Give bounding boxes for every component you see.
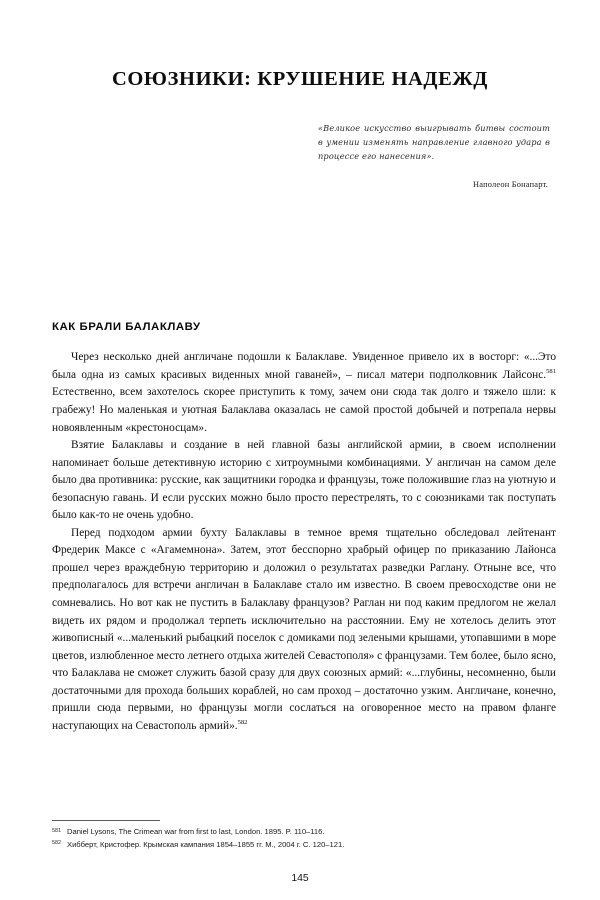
paragraph-1 xyxy=(52,349,556,437)
paragraph-2 xyxy=(52,437,556,525)
footnote-item xyxy=(52,839,558,851)
footnote-ref-582[interactable]: 582 xyxy=(237,719,248,727)
footnote-area xyxy=(52,820,558,851)
footnote-separator-rule xyxy=(52,820,160,821)
paragraph-3-text-before-note: Перед подходом армии бухту Балаклавы в темное время тщательно обследовал лейтенант Фредерик Максе с «Агамемнона». Затем, этот бесспорно храбрый офицер по приказанию Лайонса прошел через враждебную территорию и доложил о результатах разведки Раглану. Отныне все, что предполагалось для встречи англичан в Балаклаве стало им известно. В своем превосходстве они не сомневались. Но вот как не пустить в Балаклаву французов? Раглан ни под каким предлогом не желал видеть их рядом и продолжал терпеть исключительно на расстоянии. Ему не хотелось делить этот живописный «...маленький рыбацкий поселок с домиками под зелеными крышами, утопавшими в море цветов, излюбленное место летнего отдыха жителей Севастополя» с французами. Тем более, было ясно, что Балаклава не сможет служить базой сразу для двух союзных армий: «...глубины, несомненно, были достаточными для прохода больших кораблей, но сам проход – достаточно узким. Англичане, конечно, пришли сюда первыми, но французы могли сослаться на оговоренное место на правом фланге наступающих на Севастополь армий». xyxy=(52,526,556,732)
footnote-number-582: 582 xyxy=(52,840,61,847)
body-copy xyxy=(42,349,558,735)
paragraph-3 xyxy=(52,525,556,736)
epigraph-quote: «Великое искусство выигрывать битвы состоит в умении изменять направление главного удара в процессе его нанесения». xyxy=(318,123,550,162)
page-number: 145 xyxy=(291,873,309,884)
section-heading: КАК БРАЛИ БАЛАКЛАВУ xyxy=(52,321,201,334)
footnote-number-581: 581 xyxy=(52,827,61,834)
chapter-title: СОЮЗНИКИ: КРУШЕНИЕ НАДЕЖД xyxy=(111,68,488,90)
paragraph-1-text-after-note: Естественно, всем захотелось скорее приступить к тому, зачем они сюда так долго и тяжело шли: к грабежу! Но маленькая и уютная Балаклава оказалась не самой простой добычей и потрепала нервы новоявленным «крестоносцам». xyxy=(52,386,556,434)
paragraph-2-text: Взятие Балаклавы и создание в ней главной базы английской армии, в своем исполнении напоминает больше детективную историю с хитроумными комбинациями. У англичан на самом деле было два противника: русские, как защитники городка и французы, тоже положившие глаз на уютную и безопасную гавань. И если русских можно было просто перестрелять, то с союзниками так поступать было как-то не очень удобно. xyxy=(52,439,556,522)
footnote-text-582: Хибберт, Кристофер. Крымская кампания 1854–1855 гг. М., 2004 г. С. 120–121. xyxy=(67,839,345,849)
footnote-text-581: Daniel Lysons, The Crimean war from first to last, London. 1895. P. 110–116. xyxy=(67,827,325,836)
footnote-item xyxy=(52,826,558,838)
paragraph-1-text-before-note: Через несколько дней англичане подошли к Балаклаве. Увиденное привело их в восторг: «...Это была одна из самых красивых виденных мной гаваней», – писал матери подполковник Лайсонс. xyxy=(52,351,556,381)
epigraph-block xyxy=(318,121,550,189)
epigraph-author: Наполеон Бонапарт. xyxy=(473,180,548,190)
footnote-ref-581[interactable]: 581 xyxy=(546,368,556,376)
